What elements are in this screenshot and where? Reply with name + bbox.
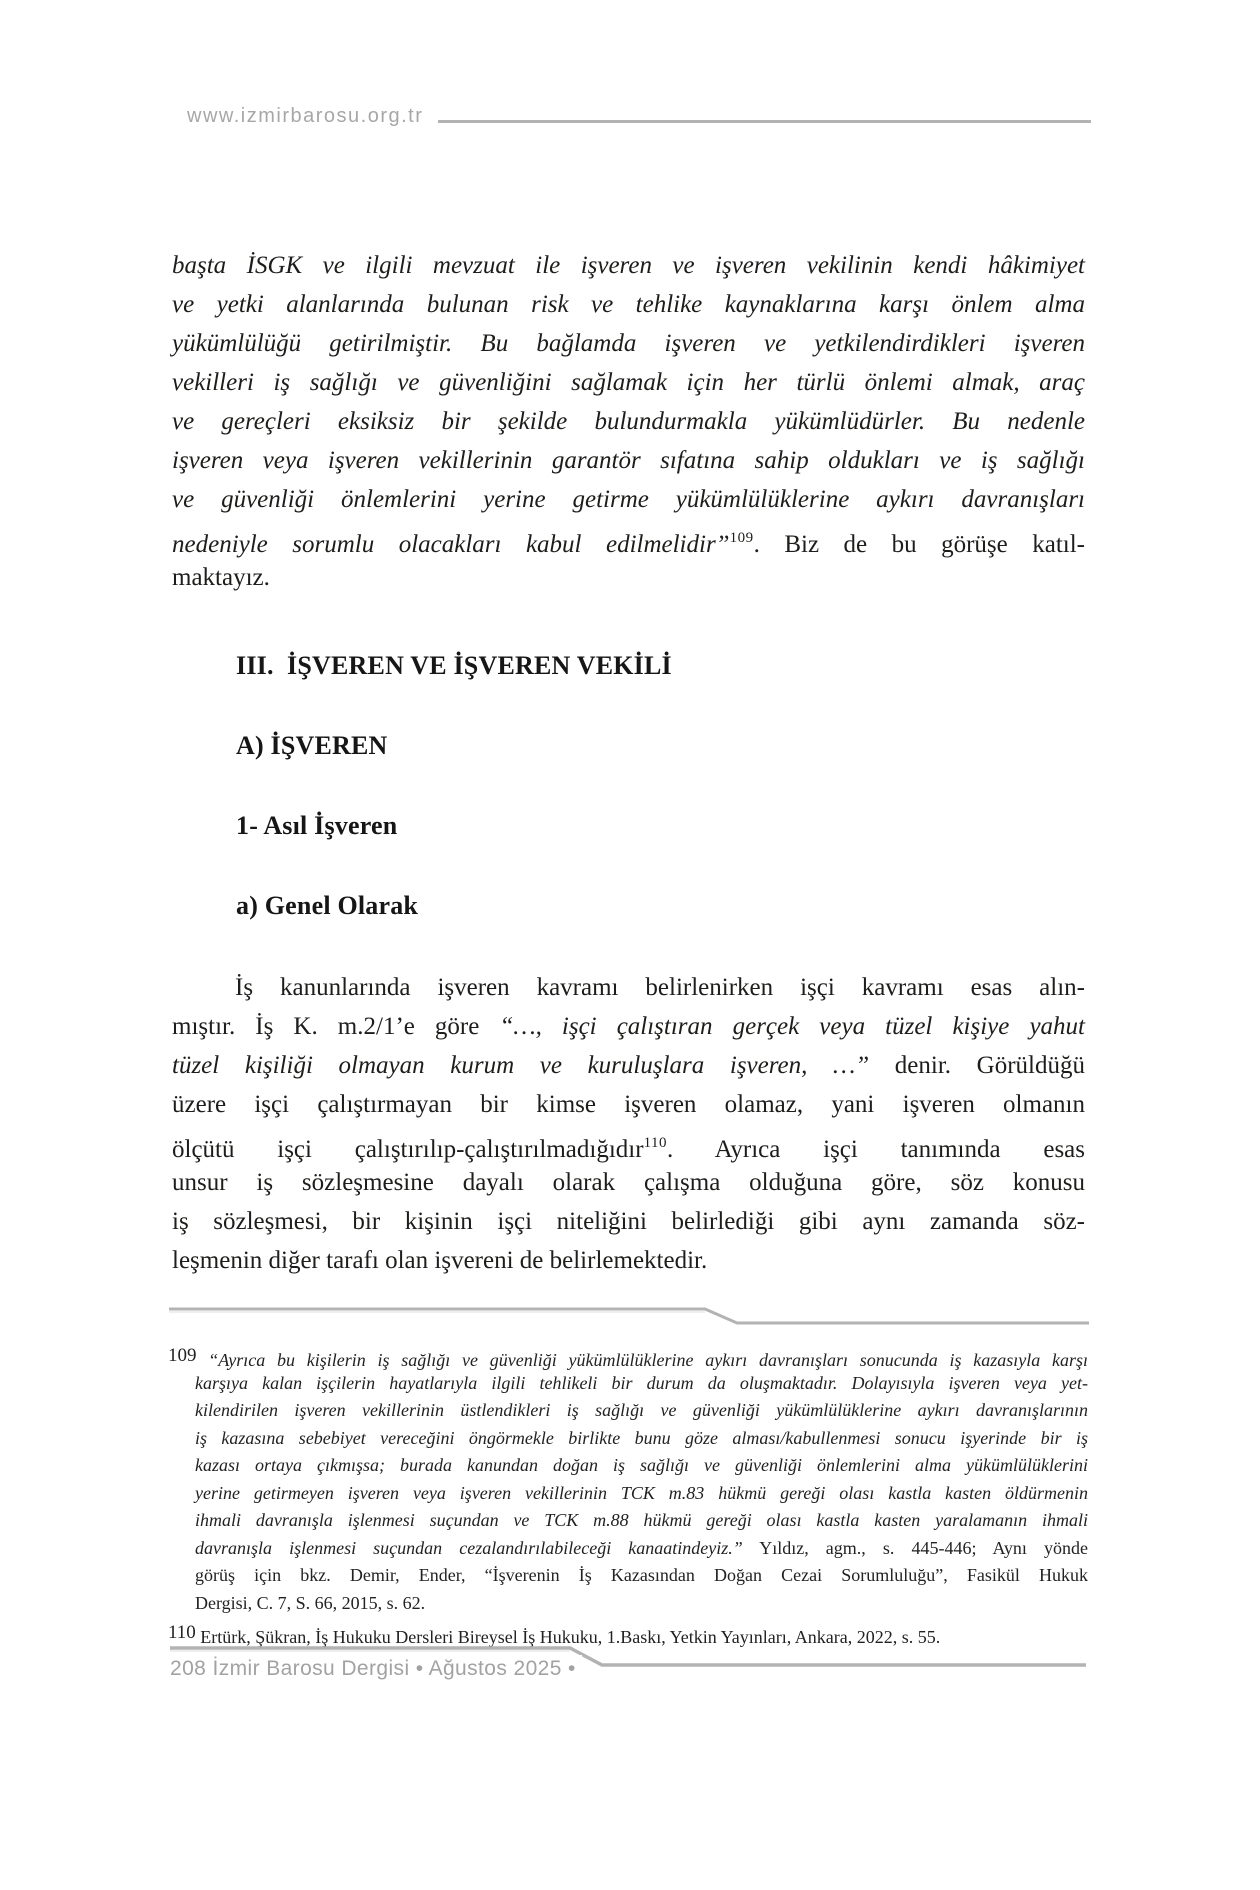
text-line: [172, 402, 1085, 441]
text: mıştır. İş K. m.2/1’e göre: [172, 1013, 500, 1040]
text-line: [172, 1085, 1085, 1124]
header-site-url: www.izmirbarosu.org.tr: [187, 105, 424, 127]
footnote-ref: 110: [643, 1135, 668, 1151]
italic-text: “…, işçi çalıştıran gerçek veya tüzel kişiye yahut: [499, 1013, 1085, 1040]
text: İş kanunlarında işveren kavramı belirlenirken işçi kavramı esas alın-: [235, 974, 1085, 1001]
subsection-heading-a1: a) Genel Olarak: [236, 891, 419, 920]
text-line: [195, 1590, 1088, 1618]
text-line: [172, 558, 1085, 597]
section-heading: III. İŞVEREN VE İŞVEREN VEKİLİ: [236, 651, 672, 680]
text-line: [172, 324, 1085, 363]
italic-text: başta İSGK ve ilgili mevzuat ile işveren ve işveren vekilinin kendi hâkimiyet: [172, 252, 1085, 279]
text-line: [172, 1007, 1085, 1046]
text: . Ayrıca işçi tanımında esas: [667, 1136, 1086, 1163]
text-line: [172, 1241, 1085, 1280]
text-line: [172, 285, 1085, 324]
text: Dergisi, C. 7, S. 66, 2015, s. 62.: [195, 1592, 426, 1613]
text: leşmenin diğer tarafı olan işvereni de belirlemektedir.: [172, 1247, 708, 1274]
text-line: [172, 1046, 1085, 1085]
italic-text: ihmali davranışla işlenmesi suçundan ve TCK m.88 hükmü gereği olası kastla kasten yaralamanın ihmali: [195, 1510, 1088, 1530]
subsection-heading-1: 1- Asıl İşveren: [236, 811, 398, 840]
subsection-heading-a: A) İŞVEREN: [236, 731, 388, 760]
italic-text: kilendirilen işveren vekillerinin üstlendikleri iş sağlığı ve güvenliği yükümlülüklerine aykırı davranışlarının: [195, 1400, 1088, 1420]
italic-text: ve gereçleri eksiksiz bir şekilde bulundurmakla yükümlüdürler. Bu nedenle: [172, 408, 1085, 435]
italic-text: iş kazasına sebebiyet vereceğini öngörmekle birlikte bunu göze alması/kabullenmesi sonucu işyerinde bir iş: [195, 1427, 1088, 1448]
text: maktayız.: [172, 564, 270, 591]
text: iş sözleşmesi, bir kişinin işçi niteliğini belirlediği gibi aynı zamanda söz-: [172, 1208, 1085, 1235]
header-rule: [438, 120, 1091, 123]
text: görüş için bkz. Demir, Ender, “İşverenin İş Kazasından Doğan Cezai Sorumluluğu”, Fasikül Hukuk: [195, 1565, 1088, 1585]
text-line: [195, 1535, 1088, 1563]
text-line: [172, 968, 1085, 1007]
text-line: [195, 1562, 1088, 1590]
text-line: [172, 1202, 1085, 1241]
footnote-109: [168, 1342, 1089, 1617]
text-line: [195, 1480, 1088, 1508]
text-line: [195, 1425, 1088, 1453]
text-line: [172, 519, 1085, 558]
italic-text: “Ayrıca bu kişilerin iş sağlığı ve güvenliği yükümlülüklerine aykırı davranışları sonucunda iş kazasıyla karşı: [208, 1350, 1089, 1370]
footnote-ref: 109: [729, 530, 754, 546]
text-line: [195, 1507, 1088, 1535]
footnote-number: 109: [168, 1345, 197, 1366]
text-line: [168, 1619, 1088, 1647]
italic-text: vekilleri iş sağlığı ve güvenliğini sağlamak için her türlü önlemi almak, araç: [172, 369, 1085, 396]
italic-text: davranışla işlenmesi suçundan cezalandırılabileceği kanaatindeyiz.”: [195, 1537, 743, 1558]
text: unsur iş sözleşmesine dayalı olarak çalışma olduğuna göre, söz konusu: [172, 1169, 1085, 1196]
text-line: [172, 246, 1085, 285]
text-line: [172, 363, 1085, 402]
text-line: [172, 480, 1085, 519]
text: ölçütü işçi çalıştırılıp-çalıştırılmadığıdır: [172, 1136, 644, 1163]
text: Yıldız, agm., s. 445-446; Aynı yönde: [742, 1537, 1088, 1558]
text-line: [172, 1124, 1085, 1163]
italic-text: nedeniyle sorumlu olacakları kabul edilmelidir”: [172, 531, 730, 558]
italic-text: yükümlülüğü getirilmiştir. Bu bağlamda işveren ve yetkilendirdikleri işveren: [172, 330, 1085, 357]
text: denir. Görüldüğü: [869, 1052, 1085, 1079]
italic-text: işveren veya işveren vekillerinin garantör sıfatına sahip oldukları ve iş sağlığı: [172, 447, 1085, 474]
footer-page-info: 208 İzmir Barosu Dergisi • Ağustos 2025 •: [170, 1655, 582, 1683]
italic-text: ve güvenliği önlemlerini yerine getirme yükümlülüklerine aykırı davranışları: [172, 486, 1085, 513]
text-line: [168, 1342, 1089, 1370]
footnote-110: [168, 1619, 1088, 1647]
text-line: [195, 1370, 1088, 1398]
text: Ertürk, Şükran, İş Hukuku Dersleri Bireysel İş Hukuku, 1.Baskı, Yetkin Yayınları, Ankara, 2022, s. 55.: [195, 1627, 941, 1647]
footnote-separator: [166, 1306, 1092, 1328]
italic-text: tüzel kişiliği olmayan kurum ve kuruluşlara işveren, …”: [172, 1052, 870, 1079]
footnote-number: 110: [168, 1622, 196, 1643]
text: . Biz de bu görüşe katıl-: [753, 531, 1085, 558]
body-paragraph: [172, 968, 1085, 1280]
text-line: [172, 1163, 1085, 1202]
text-line: [172, 441, 1085, 480]
continued-quote-paragraph: [172, 246, 1085, 597]
italic-text: karşıya kalan işçilerin hayatlarıyla ilgili tehlikeli bir durum da oluşmaktadır. Dolayısıyla işveren veya yet-: [195, 1372, 1088, 1393]
italic-text: ve yetki alanlarında bulunan risk ve tehlike kaynaklarına karşı önlem alma: [172, 291, 1085, 318]
italic-text: yerine getirmeyen işveren veya işveren vekillerinin TCK m.83 hükmü gereği olası kastla kasten öldürmenin: [195, 1482, 1088, 1503]
text-line: [195, 1452, 1088, 1480]
text: [197, 1350, 209, 1370]
text: üzere işçi çalıştırmayan bir kimse işveren olamaz, yani işveren olmanın: [172, 1091, 1085, 1118]
text-line: [195, 1397, 1088, 1425]
italic-text: kazası ortaya çıkmışsa; burada kanundan doğan iş sağlığı ve güvenliği önlemlerini alma yükümlülüklerini: [195, 1455, 1088, 1475]
